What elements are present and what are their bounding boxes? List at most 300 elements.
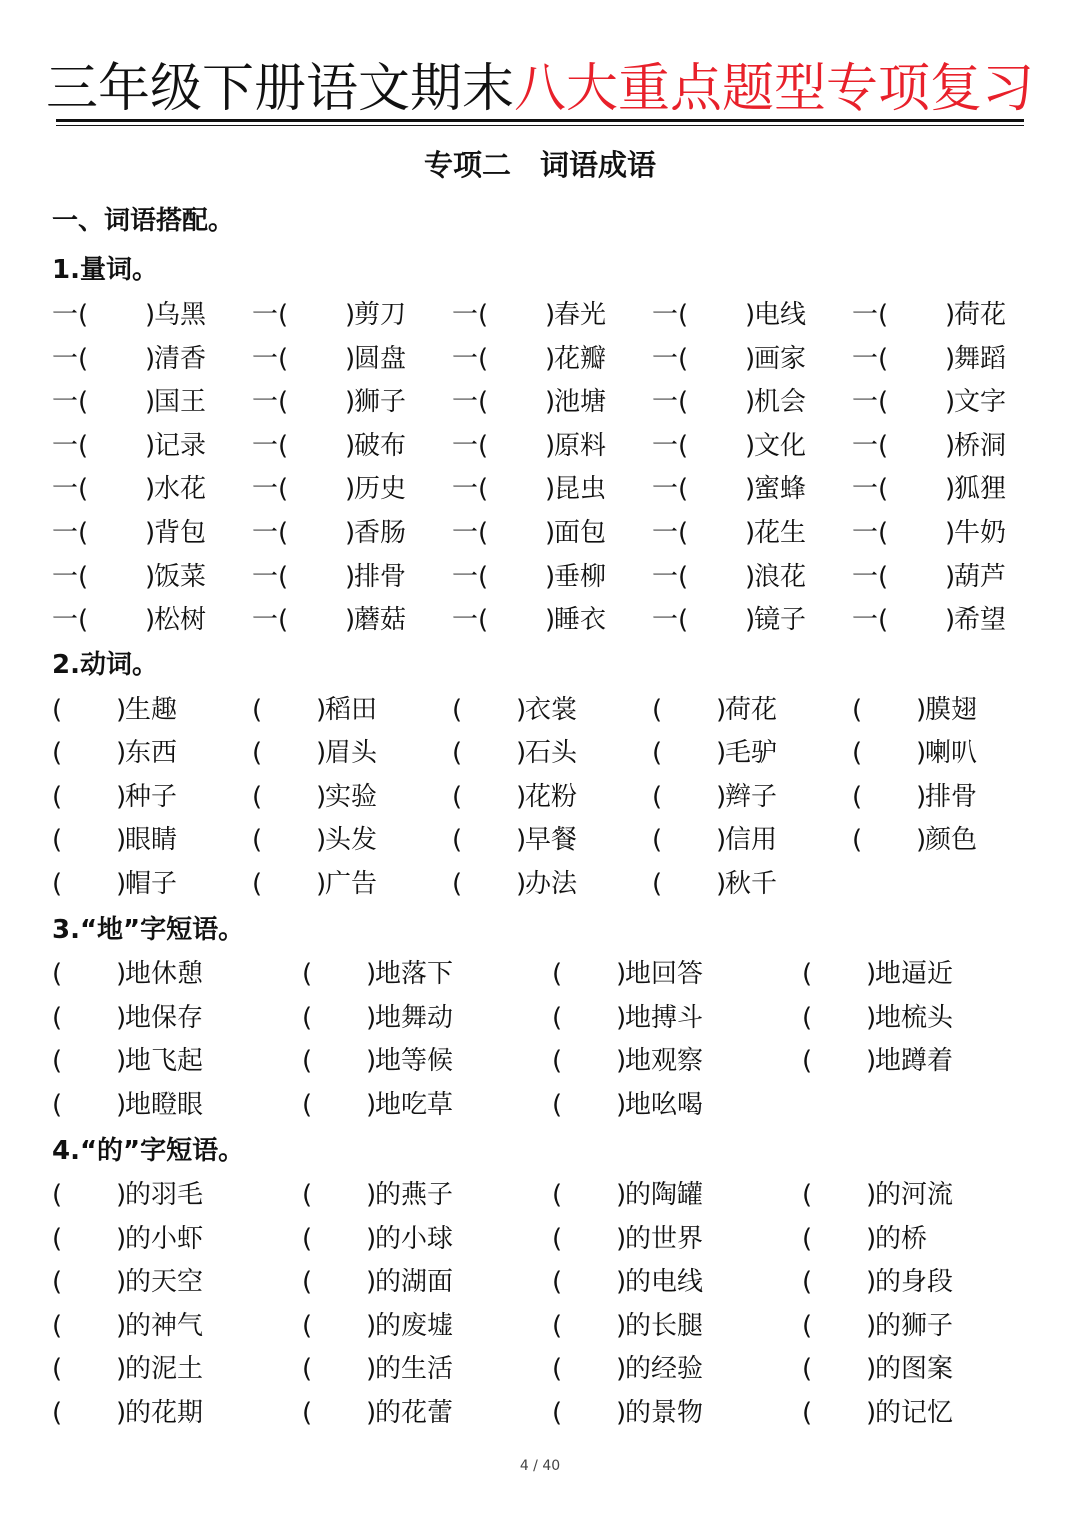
target-word: 广告	[325, 868, 378, 899]
blank-close: )	[145, 518, 156, 548]
target-word: 浪花	[754, 561, 807, 592]
blank-close: )	[366, 1267, 377, 1298]
sub-heading-di-phrases: 3.“地”字短语。	[52, 915, 245, 945]
title-part-red: 八大重点题型专项复习	[514, 59, 1035, 119]
blank-close: )	[316, 738, 327, 769]
blank-open: (	[802, 1046, 813, 1077]
blank-open: 一(	[252, 561, 289, 592]
target-word: 的泥土	[125, 1354, 204, 1385]
target-word: 的燕子	[375, 1180, 454, 1210]
target-word: 机会	[754, 387, 807, 418]
target-word: 睡衣	[554, 605, 607, 636]
target-word: 花粉	[525, 781, 578, 812]
blank-open: (	[52, 959, 63, 989]
blank-close: )	[366, 1310, 377, 1341]
target-word: 的湖面	[375, 1267, 454, 1298]
blank-close: )	[545, 430, 556, 461]
blank-open: (	[52, 1089, 63, 1120]
blank-close: )	[866, 1267, 877, 1298]
target-word: 的狮子	[875, 1310, 954, 1341]
target-word: 膜翅	[925, 695, 978, 725]
blank-close: )	[945, 387, 956, 418]
blank-close: )	[116, 1223, 127, 1254]
exercise-row	[0, 1175, 1080, 1215]
blank-open: 一(	[52, 343, 89, 374]
blank-close: )	[145, 605, 156, 636]
blank-close: )	[345, 518, 356, 548]
blank-close: )	[116, 1310, 127, 1341]
blank-close: )	[345, 430, 356, 461]
blank-open: (	[302, 959, 313, 989]
target-word: 的记忆	[875, 1398, 954, 1428]
blank-close: )	[516, 695, 527, 725]
blank-open: 一(	[652, 474, 689, 505]
blank-close: )	[116, 868, 127, 899]
blank-close: )	[316, 781, 327, 812]
blank-close: )	[916, 695, 927, 725]
blank-open: (	[852, 738, 863, 769]
target-word: 狐狸	[954, 474, 1007, 505]
blank-close: )	[616, 1310, 627, 1341]
blank-open: (	[802, 1180, 813, 1210]
target-word: 早餐	[525, 825, 578, 856]
blank-close: )	[716, 695, 727, 725]
blank-open: (	[302, 1354, 313, 1385]
blank-open: 一(	[852, 387, 889, 418]
exercise-row	[0, 469, 1080, 509]
target-word: 面包	[554, 518, 607, 548]
target-word: 花瓣	[554, 343, 607, 374]
target-word: 的电线	[625, 1267, 704, 1298]
target-word: 历史	[354, 474, 407, 505]
blank-open: 一(	[852, 561, 889, 592]
target-word: 的河流	[875, 1180, 954, 1210]
blank-open: (	[52, 738, 63, 769]
target-word: 圆盘	[354, 343, 407, 374]
blank-close: )	[945, 561, 956, 592]
title-underline-thick	[56, 119, 1024, 122]
blank-open: 一(	[252, 430, 289, 461]
target-word: 的景物	[625, 1398, 704, 1428]
blank-open: 一(	[252, 518, 289, 548]
blank-close: )	[616, 1046, 627, 1077]
exercise-row	[0, 426, 1080, 466]
target-word: 的神气	[125, 1310, 204, 1341]
exercise-row	[0, 339, 1080, 379]
target-word: 蘑菇	[354, 605, 407, 636]
blank-open: (	[302, 1180, 313, 1210]
exercise-row	[0, 1041, 1080, 1081]
blank-close: )	[316, 868, 327, 899]
blank-open: (	[252, 738, 263, 769]
blank-close: )	[366, 1002, 377, 1033]
target-word: 颜色	[925, 825, 978, 856]
blank-close: )	[745, 387, 756, 418]
blank-open: (	[302, 1398, 313, 1428]
target-word: 背包	[154, 518, 207, 548]
blank-close: )	[116, 1046, 127, 1077]
target-word: 石头	[525, 738, 578, 769]
blank-close: )	[545, 300, 556, 330]
blank-close: )	[366, 1089, 377, 1120]
exercise-row	[0, 513, 1080, 553]
blank-close: )	[145, 343, 156, 374]
blank-open: (	[552, 1180, 563, 1210]
target-word: 秋千	[725, 868, 778, 899]
blank-close: )	[545, 518, 556, 548]
blank-open: (	[52, 868, 63, 899]
target-word: 稻田	[325, 695, 378, 725]
target-word: 的小球	[375, 1223, 454, 1254]
blank-close: )	[616, 1398, 627, 1428]
exercise-row	[0, 820, 1080, 860]
blank-open: (	[852, 781, 863, 812]
target-word: 画家	[754, 343, 807, 374]
target-word: 狮子	[354, 387, 407, 418]
target-word: 记录	[154, 430, 207, 461]
blank-open: (	[252, 825, 263, 856]
blank-open: 一(	[452, 387, 489, 418]
blank-open: 一(	[52, 605, 89, 636]
blank-open: (	[452, 738, 463, 769]
blank-close: )	[866, 1354, 877, 1385]
exercise-row	[0, 864, 1080, 904]
blank-close: )	[945, 518, 956, 548]
blank-open: (	[252, 868, 263, 899]
blank-open: (	[52, 781, 63, 812]
blank-open: (	[552, 1310, 563, 1341]
blank-close: )	[616, 1002, 627, 1033]
blank-close: )	[916, 738, 927, 769]
target-word: 生趣	[125, 695, 178, 725]
target-word: 地回答	[625, 959, 704, 989]
target-word: 地落下	[375, 959, 454, 989]
blank-close: )	[545, 343, 556, 374]
blank-close: )	[866, 1310, 877, 1341]
target-word: 衣裳	[525, 695, 578, 725]
blank-open: 一(	[852, 300, 889, 330]
target-word: 排骨	[925, 781, 978, 812]
exercise-row	[0, 777, 1080, 817]
blank-close: )	[745, 518, 756, 548]
blank-open: (	[52, 695, 63, 725]
target-word: 蜜蜂	[754, 474, 807, 505]
target-word: 地等候	[375, 1046, 454, 1077]
target-word: 的花蕾	[375, 1398, 454, 1428]
target-word: 喇叭	[925, 738, 978, 769]
target-word: 池塘	[554, 387, 607, 418]
blank-close: )	[945, 343, 956, 374]
blank-close: )	[145, 387, 156, 418]
target-word: 地飞起	[125, 1046, 204, 1077]
target-word: 牛奶	[954, 518, 1007, 548]
blank-open: 一(	[52, 387, 89, 418]
blank-close: )	[745, 561, 756, 592]
blank-close: )	[545, 605, 556, 636]
target-word: 的花期	[125, 1398, 204, 1428]
blank-open: (	[552, 1089, 563, 1120]
exercise-row	[0, 733, 1080, 773]
target-word: 种子	[125, 781, 178, 812]
blank-close: )	[366, 1223, 377, 1254]
blank-open: 一(	[652, 430, 689, 461]
blank-close: )	[616, 1267, 627, 1298]
blank-close: )	[866, 1180, 877, 1210]
blank-close: )	[866, 1223, 877, 1254]
target-word: 的桥	[875, 1223, 928, 1254]
blank-open: 一(	[252, 343, 289, 374]
target-word: 头发	[325, 825, 378, 856]
target-word: 清香	[154, 343, 207, 374]
blank-close: )	[945, 605, 956, 636]
target-word: 地逼近	[875, 959, 954, 989]
blank-close: )	[116, 781, 127, 812]
blank-open: (	[802, 1398, 813, 1428]
sub-heading-verbs: 2.动词。	[52, 650, 158, 680]
blank-close: )	[745, 300, 756, 330]
target-word: 地吆喝	[625, 1089, 704, 1120]
target-word: 桥洞	[954, 430, 1007, 461]
blank-open: 一(	[852, 474, 889, 505]
blank-close: )	[366, 1398, 377, 1428]
blank-open: (	[252, 695, 263, 725]
blank-open: 一(	[52, 430, 89, 461]
blank-close: )	[945, 300, 956, 330]
target-word: 辫子	[725, 781, 778, 812]
target-word: 希望	[954, 605, 1007, 636]
target-word: 地搏斗	[625, 1002, 704, 1033]
blank-open: 一(	[652, 387, 689, 418]
blank-open: (	[52, 1046, 63, 1077]
exercise-row	[0, 1393, 1080, 1433]
exercise-row	[0, 998, 1080, 1038]
blank-close: )	[545, 474, 556, 505]
blank-open: (	[52, 1354, 63, 1385]
blank-close: )	[516, 868, 527, 899]
blank-open: (	[52, 1223, 63, 1254]
blank-close: )	[345, 561, 356, 592]
blank-close: )	[116, 825, 127, 856]
blank-open: 一(	[252, 605, 289, 636]
blank-close: )	[945, 430, 956, 461]
blank-open: (	[302, 1002, 313, 1033]
blank-close: )	[145, 300, 156, 330]
blank-close: )	[116, 959, 127, 989]
title-part-black: 三年级下册语文期末	[45, 59, 514, 119]
exercise-row	[0, 1085, 1080, 1125]
blank-open: 一(	[452, 561, 489, 592]
blank-close: )	[945, 474, 956, 505]
target-word: 镜子	[754, 605, 807, 636]
blank-close: )	[745, 474, 756, 505]
target-word: 的长腿	[625, 1310, 704, 1341]
blank-open: 一(	[452, 343, 489, 374]
title-underline-thin	[56, 125, 1024, 126]
blank-open: (	[302, 1267, 313, 1298]
target-word: 的小虾	[125, 1223, 204, 1254]
blank-open: (	[552, 1223, 563, 1254]
target-word: 饭菜	[154, 561, 207, 592]
blank-close: )	[366, 1180, 377, 1210]
blank-close: )	[516, 825, 527, 856]
blank-open: 一(	[52, 474, 89, 505]
blank-close: )	[745, 343, 756, 374]
blank-open: (	[552, 1398, 563, 1428]
blank-open: (	[52, 1398, 63, 1428]
target-word: 荷花	[725, 695, 778, 725]
blank-open: (	[652, 738, 663, 769]
sub-heading-de-phrases: 4.“的”字短语。	[52, 1136, 245, 1166]
blank-close: )	[316, 695, 327, 725]
blank-close: )	[366, 1354, 377, 1385]
blank-close: )	[516, 738, 527, 769]
exercise-row	[0, 557, 1080, 597]
exercise-row	[0, 382, 1080, 422]
target-word: 地休憩	[125, 959, 204, 989]
target-word: 东西	[125, 738, 178, 769]
blank-open: 一(	[652, 518, 689, 548]
target-word: 的生活	[375, 1354, 454, 1385]
blank-open: (	[302, 1046, 313, 1077]
exercise-row	[0, 954, 1080, 994]
blank-open: 一(	[252, 387, 289, 418]
blank-close: )	[116, 1002, 127, 1033]
blank-close: )	[616, 1354, 627, 1385]
blank-open: (	[302, 1089, 313, 1120]
blank-close: )	[716, 825, 727, 856]
blank-open: 一(	[452, 474, 489, 505]
blank-open: (	[852, 695, 863, 725]
target-word: 排骨	[354, 561, 407, 592]
blank-open: (	[452, 868, 463, 899]
sub-heading-measure-words: 1.量词。	[52, 255, 158, 285]
blank-close: )	[366, 1046, 377, 1077]
blank-close: )	[916, 825, 927, 856]
blank-open: (	[802, 1354, 813, 1385]
target-word: 乌黑	[154, 300, 207, 330]
target-word: 葫芦	[954, 561, 1007, 592]
exercise-row	[0, 1219, 1080, 1259]
blank-open: 一(	[652, 561, 689, 592]
blank-open: 一(	[452, 518, 489, 548]
target-word: 原料	[554, 430, 607, 461]
blank-open: (	[302, 1310, 313, 1341]
target-word: 的图案	[875, 1354, 954, 1385]
blank-open: (	[52, 1180, 63, 1210]
blank-open: (	[452, 781, 463, 812]
target-word: 帽子	[125, 868, 178, 899]
blank-close: )	[316, 825, 327, 856]
blank-open: (	[52, 1267, 63, 1298]
blank-close: )	[745, 605, 756, 636]
blank-close: )	[116, 1267, 127, 1298]
blank-open: 一(	[52, 518, 89, 548]
target-word: 毛驴	[725, 738, 778, 769]
target-word: 实验	[325, 781, 378, 812]
blank-close: )	[866, 959, 877, 989]
blank-open: (	[552, 1002, 563, 1033]
blank-open: (	[52, 825, 63, 856]
blank-open: 一(	[452, 430, 489, 461]
blank-open: 一(	[52, 300, 89, 330]
blank-close: )	[345, 343, 356, 374]
target-word: 地梳头	[875, 1002, 954, 1033]
target-word: 的羽毛	[125, 1180, 204, 1210]
exercise-row	[0, 1262, 1080, 1302]
blank-open: 一(	[852, 343, 889, 374]
blank-close: )	[116, 1398, 127, 1428]
blank-close: )	[866, 1046, 877, 1077]
exercise-row	[0, 690, 1080, 730]
blank-open: (	[652, 825, 663, 856]
blank-close: )	[866, 1002, 877, 1033]
blank-close: )	[545, 387, 556, 418]
target-word: 地蹲着	[875, 1046, 954, 1077]
blank-open: (	[452, 695, 463, 725]
blank-open: (	[802, 1267, 813, 1298]
target-word: 水花	[154, 474, 207, 505]
target-word: 松树	[154, 605, 207, 636]
blank-open: 一(	[452, 300, 489, 330]
blank-close: )	[366, 959, 377, 989]
blank-close: )	[116, 1089, 127, 1120]
target-word: 电线	[754, 300, 807, 330]
subtitle: 专项二 词语成语	[423, 148, 656, 182]
blank-close: )	[716, 781, 727, 812]
blank-open: (	[552, 1046, 563, 1077]
blank-close: )	[516, 781, 527, 812]
target-word: 的身段	[875, 1267, 954, 1298]
target-word: 国王	[154, 387, 207, 418]
target-word: 剪刀	[354, 300, 407, 330]
blank-open: (	[802, 1310, 813, 1341]
target-word: 的天空	[125, 1267, 204, 1298]
blank-open: 一(	[852, 605, 889, 636]
blank-open: (	[452, 825, 463, 856]
blank-open: (	[302, 1223, 313, 1254]
blank-close: )	[345, 387, 356, 418]
blank-close: )	[716, 738, 727, 769]
blank-open: (	[802, 959, 813, 989]
blank-close: )	[716, 868, 727, 899]
blank-open: 一(	[652, 605, 689, 636]
blank-open: 一(	[252, 300, 289, 330]
target-word: 地保存	[125, 1002, 204, 1033]
section-heading: 一、词语搭配。	[52, 206, 235, 236]
target-word: 的陶罐	[625, 1180, 704, 1210]
target-word: 的世界	[625, 1223, 704, 1254]
target-word: 荷花	[954, 300, 1007, 330]
target-word: 地观察	[625, 1046, 704, 1077]
blank-open: (	[652, 868, 663, 899]
blank-open: (	[552, 959, 563, 989]
blank-open: 一(	[652, 343, 689, 374]
blank-open: 一(	[252, 474, 289, 505]
document-title	[0, 52, 1080, 126]
target-word: 的废墟	[375, 1310, 454, 1341]
blank-close: )	[616, 1089, 627, 1120]
blank-close: )	[116, 695, 127, 725]
blank-close: )	[145, 474, 156, 505]
blank-open: 一(	[852, 518, 889, 548]
blank-open: (	[852, 825, 863, 856]
blank-close: )	[545, 561, 556, 592]
target-word: 地舞动	[375, 1002, 454, 1033]
target-word: 文字	[954, 387, 1007, 418]
blank-open: (	[552, 1267, 563, 1298]
blank-open: 一(	[52, 561, 89, 592]
target-word: 舞蹈	[954, 343, 1007, 374]
